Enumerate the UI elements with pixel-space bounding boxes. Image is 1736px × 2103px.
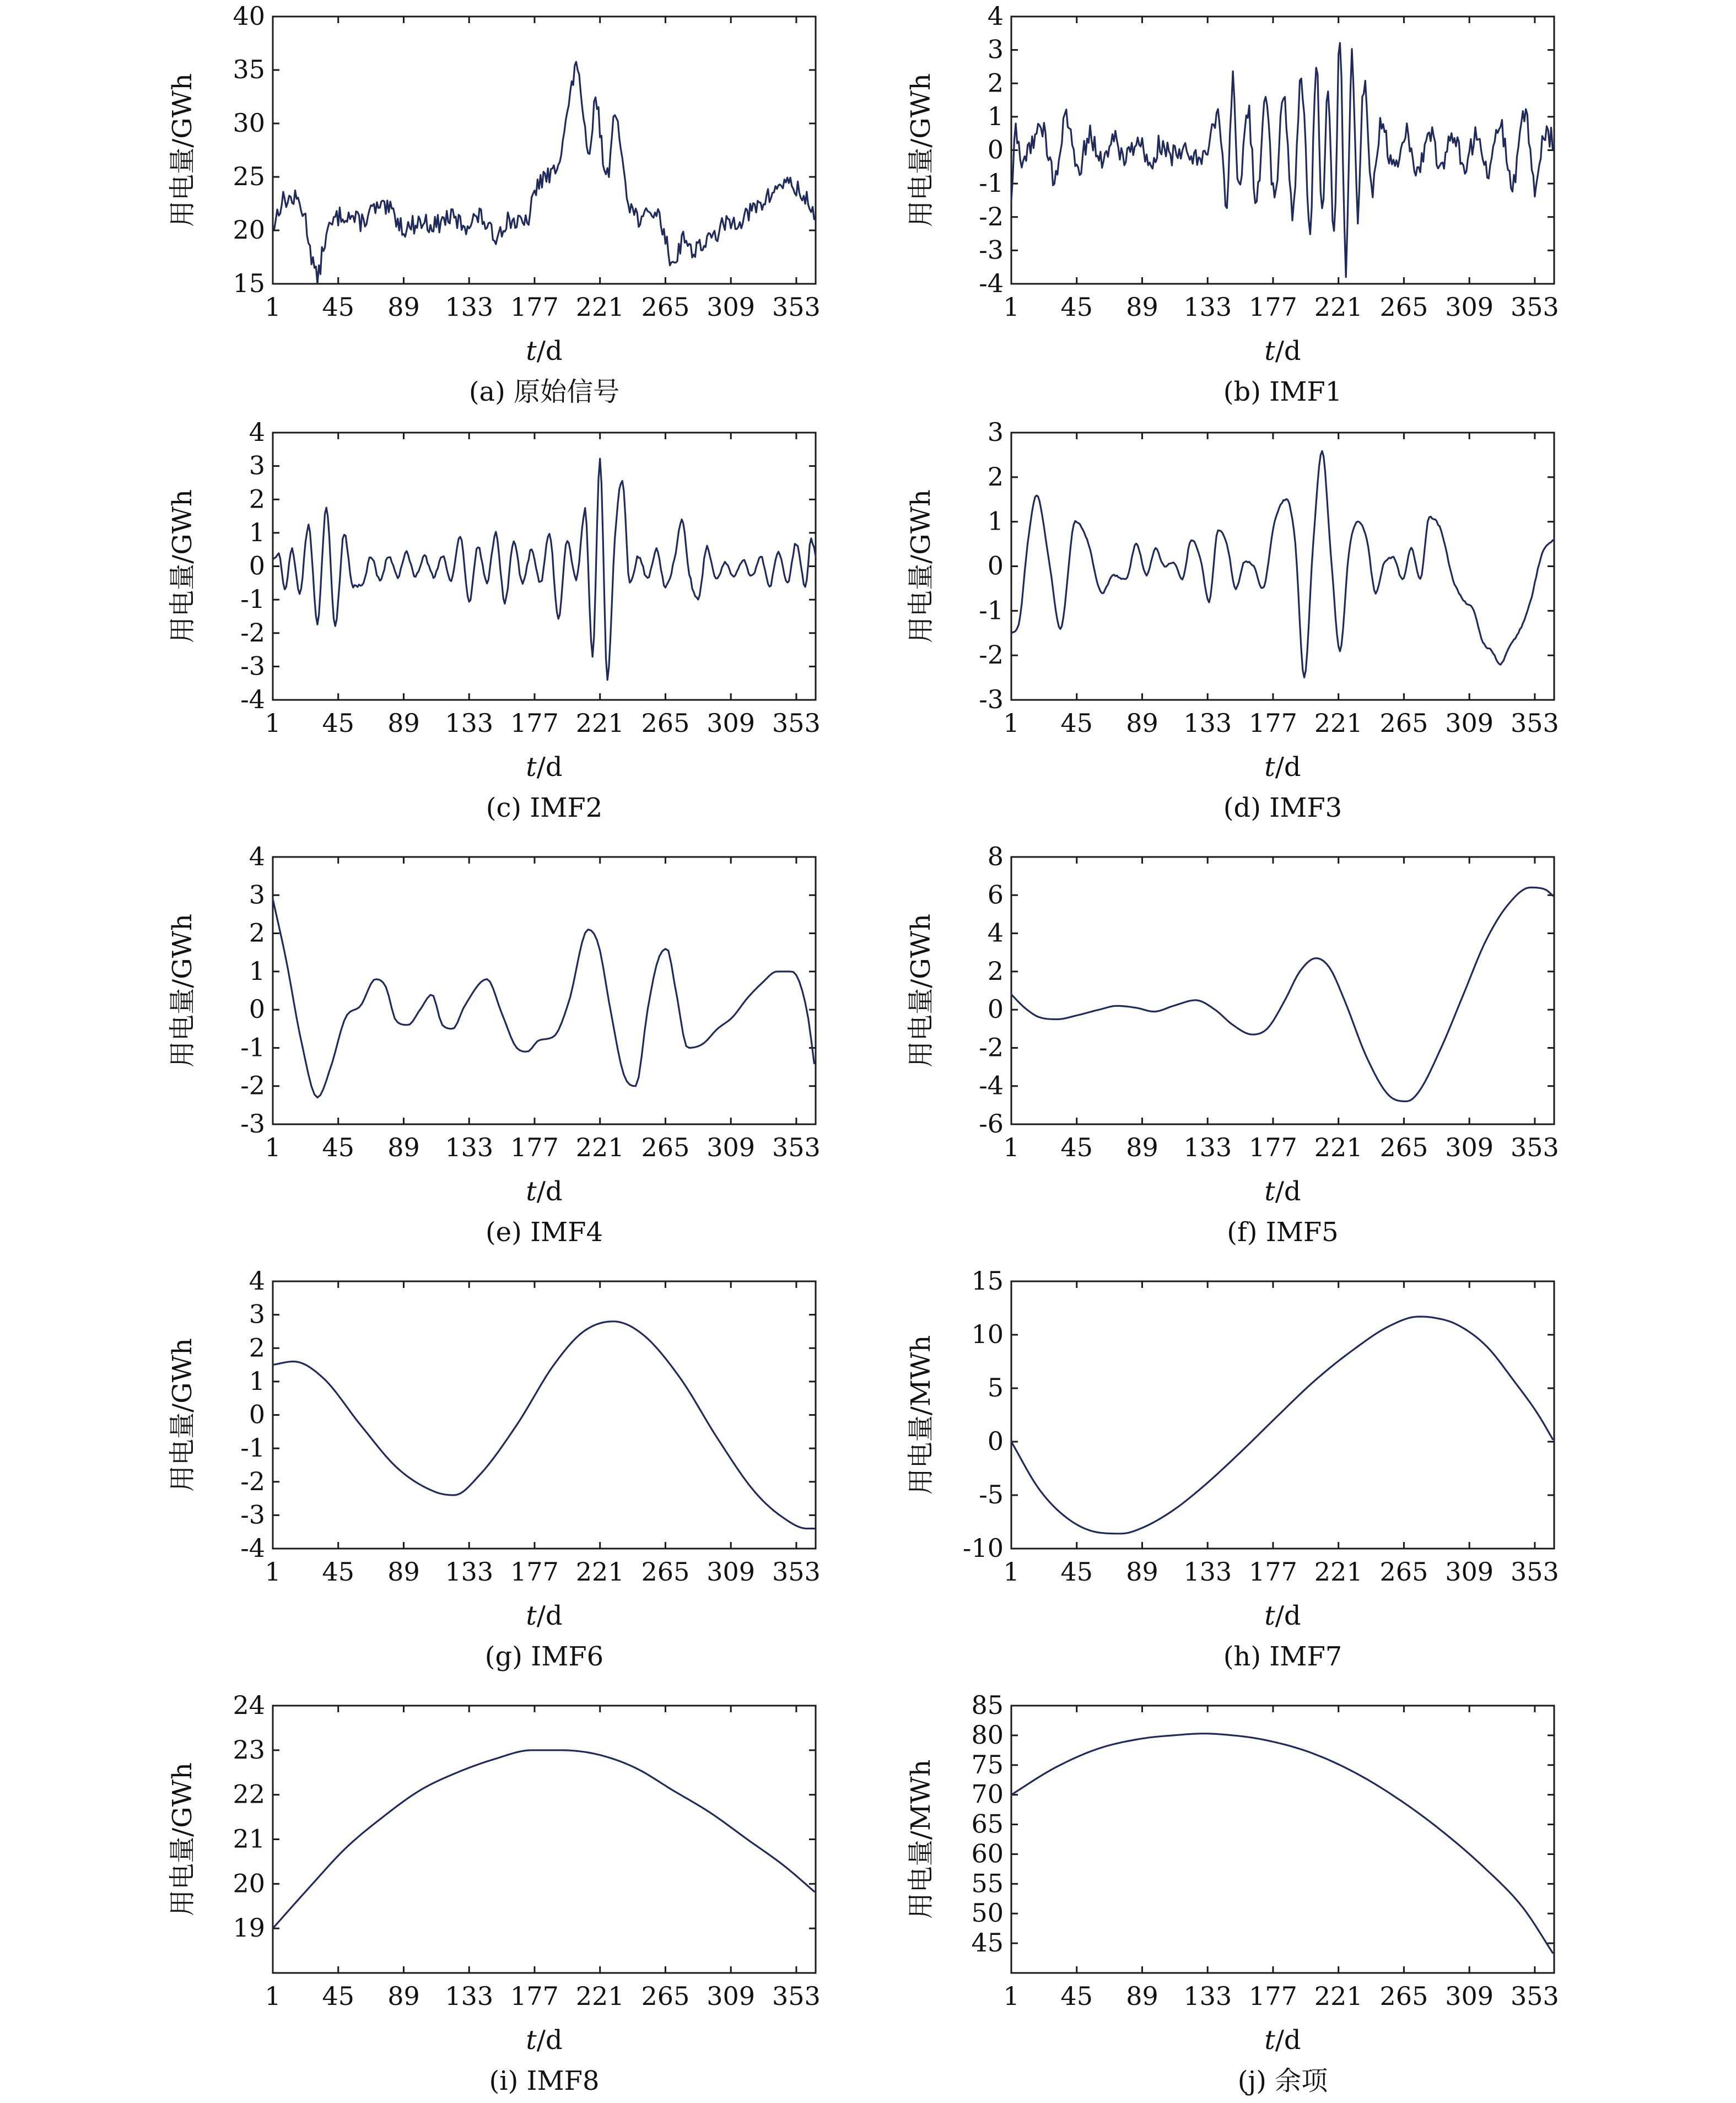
x-tick-label: 45 xyxy=(1060,292,1093,322)
y-tick-label: 0 xyxy=(249,551,265,581)
x-tick-label: 1 xyxy=(1003,1557,1020,1587)
y-tick-label: 4 xyxy=(987,918,1004,948)
x-tick-label: 221 xyxy=(1314,708,1363,738)
y-tick-label: 20 xyxy=(233,215,265,245)
y-tick-label: 2 xyxy=(987,68,1004,98)
x-tick-label: 221 xyxy=(1314,1981,1363,2011)
plot-frame xyxy=(1011,1281,1554,1549)
y-tick-label: 65 xyxy=(971,1809,1004,1839)
y-axis-label: 用电量/MWh xyxy=(905,1335,936,1495)
y-tick-label: 70 xyxy=(971,1779,1004,1809)
chart-panel-6 xyxy=(167,1266,821,1672)
x-axis-label-unit: /d xyxy=(1275,1176,1301,1207)
x-tick-label: 177 xyxy=(1249,1981,1297,2011)
chart-panel-0 xyxy=(167,1,821,407)
x-tick-label: 353 xyxy=(1511,1133,1559,1162)
x-tick-label: 221 xyxy=(575,708,624,738)
x-tick-label: 177 xyxy=(1249,1133,1297,1162)
x-tick-label: 309 xyxy=(1445,1981,1494,2011)
y-tick-label: 35 xyxy=(233,55,265,84)
x-tick-label: 265 xyxy=(641,1981,690,2011)
x-tick-label: 309 xyxy=(707,708,756,738)
x-axis-label-unit: /d xyxy=(536,1176,563,1207)
x-axis-label-var: t xyxy=(526,1600,537,1631)
y-tick-label: 0 xyxy=(987,1426,1004,1456)
x-tick-label: 221 xyxy=(1314,1557,1363,1587)
y-tick-label: 19 xyxy=(233,1913,265,1943)
x-tick-label: 265 xyxy=(1379,1133,1428,1162)
y-tick-label: 4 xyxy=(249,417,265,447)
x-tick-label: 353 xyxy=(1511,292,1559,322)
y-tick-label: -2 xyxy=(240,1466,265,1496)
y-tick-label: -3 xyxy=(240,1500,265,1530)
chart-panel-1 xyxy=(905,1,1559,407)
x-tick-label: 265 xyxy=(1379,292,1428,322)
x-tick-label: 353 xyxy=(1511,1557,1559,1587)
y-tick-label: 50 xyxy=(971,1898,1004,1928)
chart-panel-4 xyxy=(167,842,821,1248)
y-tick-label: 0 xyxy=(249,1399,265,1430)
x-axis-label xyxy=(1264,1176,1301,1207)
x-tick-label: 265 xyxy=(1379,1981,1428,2011)
x-axis-label xyxy=(526,2025,562,2056)
x-tick-label: 177 xyxy=(510,708,559,738)
x-axis-label-var: t xyxy=(1264,1600,1275,1631)
plot-frame xyxy=(1011,1706,1554,1973)
x-tick-label: 177 xyxy=(1249,292,1297,322)
x-tick-label: 265 xyxy=(641,1557,690,1587)
x-tick-label: 309 xyxy=(1445,708,1494,738)
chart-panel-9 xyxy=(905,1690,1559,2096)
y-tick-label: 3 xyxy=(249,450,265,481)
plot-frame xyxy=(1011,857,1554,1124)
x-tick-label: 265 xyxy=(1379,708,1428,738)
x-axis-label-unit: /d xyxy=(1275,752,1301,783)
x-tick-label: 177 xyxy=(1249,1557,1297,1587)
chart-panel-7 xyxy=(905,1266,1559,1672)
y-axis-label: 用电量/GWh xyxy=(905,73,936,227)
x-axis-label-var: t xyxy=(526,336,537,366)
y-tick-label: 25 xyxy=(233,161,265,191)
y-tick-label: 2 xyxy=(249,918,265,948)
x-axis-label-var: t xyxy=(1264,336,1275,366)
series-line xyxy=(1011,1317,1552,1534)
y-tick-label: 45 xyxy=(971,1928,1004,1958)
x-tick-label: 221 xyxy=(575,1133,624,1162)
x-tick-label: 133 xyxy=(1183,1557,1232,1587)
y-tick-label: -1 xyxy=(979,168,1004,198)
y-tick-label: 75 xyxy=(971,1749,1004,1780)
series-line xyxy=(273,1322,814,1529)
y-tick-label: 2 xyxy=(987,461,1004,492)
x-axis-label-var: t xyxy=(1264,1176,1275,1207)
y-tick-label: -3 xyxy=(979,235,1004,265)
x-axis-label-unit: /d xyxy=(1275,336,1301,366)
series-line xyxy=(1011,43,1554,277)
y-tick-label: -1 xyxy=(979,595,1004,625)
y-tick-label: 1 xyxy=(249,517,265,547)
x-tick-label: 1 xyxy=(1003,708,1020,738)
x-axis-label xyxy=(1264,1600,1301,1631)
x-tick-label: 353 xyxy=(1511,708,1559,738)
series-line xyxy=(1011,1734,1552,1953)
panel-caption: (b) IMF1 xyxy=(1223,376,1343,407)
x-axis-label-unit: /d xyxy=(536,1600,563,1631)
series-line xyxy=(273,459,816,680)
x-tick-label: 89 xyxy=(387,1981,420,2011)
y-tick-label: 15 xyxy=(233,268,265,298)
y-tick-label: 4 xyxy=(987,1,1004,31)
y-axis-label: 用电量/GWh xyxy=(167,914,198,1067)
x-tick-label: 45 xyxy=(1060,1981,1093,2011)
y-tick-label: -1 xyxy=(240,1032,265,1063)
y-tick-label: 15 xyxy=(971,1266,1004,1296)
x-tick-label: 221 xyxy=(575,1557,624,1587)
panel-caption: (h) IMF7 xyxy=(1223,1641,1343,1672)
x-axis-label-var: t xyxy=(1264,752,1275,783)
x-tick-label: 133 xyxy=(1183,292,1232,322)
series-line xyxy=(1011,451,1554,677)
x-tick-label: 177 xyxy=(510,1557,559,1587)
chart-panel-5 xyxy=(905,842,1559,1248)
x-axis-label xyxy=(1264,336,1301,366)
y-tick-label: 1 xyxy=(249,956,265,986)
y-tick-label: 1 xyxy=(249,1366,265,1396)
y-tick-label: 2 xyxy=(987,956,1004,986)
y-tick-label: 3 xyxy=(249,880,265,910)
x-axis-label xyxy=(1264,2025,1301,2056)
y-axis-label: 用电量/GWh xyxy=(905,914,936,1067)
y-tick-label: -3 xyxy=(240,1109,265,1139)
x-tick-label: 221 xyxy=(1314,1133,1363,1162)
panel-caption: (g) IMF6 xyxy=(484,1641,604,1672)
x-tick-label: 89 xyxy=(387,708,420,738)
y-tick-label: 22 xyxy=(233,1779,265,1809)
y-tick-label: -4 xyxy=(240,1533,265,1563)
y-tick-label: 6 xyxy=(987,880,1004,910)
y-tick-label: 1 xyxy=(987,101,1004,131)
x-tick-label: 133 xyxy=(1183,1133,1232,1162)
x-tick-label: 133 xyxy=(1183,1981,1232,2011)
y-tick-label: 23 xyxy=(233,1734,265,1765)
y-tick-label: 40 xyxy=(233,1,265,31)
x-tick-label: 309 xyxy=(707,1981,756,2011)
y-tick-label: 3 xyxy=(987,417,1004,447)
x-tick-label: 221 xyxy=(575,1981,624,2011)
x-tick-label: 89 xyxy=(1126,1981,1158,2011)
x-tick-label: 133 xyxy=(445,1557,494,1587)
panel-caption: (c) IMF2 xyxy=(486,792,603,823)
x-axis-label xyxy=(526,336,562,366)
y-tick-label: 1 xyxy=(987,506,1004,536)
x-tick-label: 353 xyxy=(772,708,821,738)
panel-caption: (e) IMF4 xyxy=(485,1217,603,1248)
x-tick-label: 45 xyxy=(322,1557,355,1587)
series-line xyxy=(273,899,814,1097)
y-tick-label: -1 xyxy=(240,1433,265,1463)
x-tick-label: 309 xyxy=(1445,1557,1494,1587)
x-axis-label-var: t xyxy=(526,752,537,783)
y-tick-label: -1 xyxy=(240,584,265,614)
y-tick-label: 55 xyxy=(971,1868,1004,1899)
x-tick-label: 45 xyxy=(322,292,355,322)
chart-panel-8 xyxy=(167,1690,821,2096)
panel-caption: (i) IMF8 xyxy=(489,2066,600,2096)
y-tick-label: 80 xyxy=(971,1719,1004,1750)
x-axis-label-var: t xyxy=(526,2025,537,2056)
y-tick-label: 20 xyxy=(233,1868,265,1899)
x-axis-label-unit: /d xyxy=(1275,2025,1301,2056)
x-tick-label: 1 xyxy=(1003,292,1020,322)
y-tick-label: -4 xyxy=(979,1070,1004,1101)
x-tick-label: 89 xyxy=(1126,292,1158,322)
plot-frame xyxy=(273,857,816,1124)
y-tick-label: 21 xyxy=(233,1824,265,1854)
x-tick-label: 309 xyxy=(1445,1133,1494,1162)
y-tick-label: -3 xyxy=(979,684,1004,714)
y-tick-label: 60 xyxy=(971,1838,1004,1869)
y-tick-label: 2 xyxy=(249,484,265,514)
y-axis-label: 用电量/GWh xyxy=(167,489,198,643)
x-tick-label: 309 xyxy=(1445,292,1494,322)
x-tick-label: 45 xyxy=(1060,1133,1093,1162)
y-axis-label: 用电量/GWh xyxy=(167,1762,198,1916)
panel-caption: (j) 余项 xyxy=(1237,2066,1328,2096)
x-tick-label: 265 xyxy=(641,1133,690,1162)
x-tick-label: 265 xyxy=(641,292,690,322)
y-axis-label: 用电量/MWh xyxy=(905,1759,936,1919)
x-tick-label: 1 xyxy=(265,1557,281,1587)
y-tick-label: -2 xyxy=(240,617,265,648)
x-tick-label: 353 xyxy=(772,292,821,322)
y-tick-label: -4 xyxy=(979,268,1004,298)
y-tick-label: -6 xyxy=(979,1109,1004,1139)
y-tick-label: -2 xyxy=(240,1070,265,1101)
x-tick-label: 353 xyxy=(772,1557,821,1587)
y-tick-label: 4 xyxy=(249,842,265,871)
x-tick-label: 177 xyxy=(510,1981,559,2011)
x-tick-label: 133 xyxy=(445,292,494,322)
y-tick-label: 5 xyxy=(987,1373,1004,1403)
y-tick-label: 24 xyxy=(233,1690,265,1720)
y-tick-label: -4 xyxy=(240,684,265,714)
x-tick-label: 353 xyxy=(772,1133,821,1162)
panel-caption: (f) IMF5 xyxy=(1227,1217,1339,1248)
series-line xyxy=(1011,887,1552,1101)
y-axis-label: 用电量/GWh xyxy=(905,489,936,643)
plot-frame xyxy=(273,1281,816,1549)
x-tick-label: 1 xyxy=(1003,1133,1020,1162)
plot-frame xyxy=(273,17,816,284)
y-tick-label: 0 xyxy=(249,994,265,1024)
x-tick-label: 1 xyxy=(265,708,281,738)
x-tick-label: 177 xyxy=(510,1133,559,1162)
x-axis-label xyxy=(526,1600,562,1631)
y-tick-label: 8 xyxy=(987,842,1004,871)
y-tick-label: -10 xyxy=(962,1533,1004,1563)
x-axis-label xyxy=(1264,752,1301,783)
y-tick-label: 0 xyxy=(987,994,1004,1024)
x-axis-label xyxy=(526,752,562,783)
x-tick-label: 309 xyxy=(707,1133,756,1162)
y-axis-label: 用电量/GWh xyxy=(167,73,198,227)
x-axis-label-unit: /d xyxy=(536,336,563,366)
x-tick-label: 45 xyxy=(322,1981,355,2011)
x-tick-label: 221 xyxy=(1314,292,1363,322)
x-tick-label: 45 xyxy=(1060,708,1093,738)
y-tick-label: -2 xyxy=(979,1032,1004,1063)
x-tick-label: 1 xyxy=(1003,1981,1020,2011)
x-tick-label: 45 xyxy=(1060,1557,1093,1587)
y-tick-label: -3 xyxy=(240,651,265,681)
x-axis-label-unit: /d xyxy=(1275,1600,1301,1631)
y-tick-label: 30 xyxy=(233,108,265,138)
y-tick-label: -5 xyxy=(979,1480,1004,1509)
x-tick-label: 89 xyxy=(1126,1133,1158,1162)
y-tick-label: 4 xyxy=(249,1266,265,1296)
x-axis-label xyxy=(526,1176,562,1207)
x-tick-label: 89 xyxy=(1126,708,1158,738)
y-tick-label: 10 xyxy=(971,1319,1004,1349)
x-tick-label: 177 xyxy=(510,292,559,322)
x-tick-label: 45 xyxy=(322,708,355,738)
x-tick-label: 1 xyxy=(265,1981,281,2011)
x-tick-label: 265 xyxy=(641,708,690,738)
y-tick-label: 0 xyxy=(987,551,1004,581)
y-tick-label: 0 xyxy=(987,134,1004,165)
x-tick-label: 133 xyxy=(1183,708,1232,738)
x-axis-label-unit: /d xyxy=(536,752,563,783)
x-tick-label: 309 xyxy=(707,292,756,322)
x-axis-label-var: t xyxy=(526,1176,537,1207)
chart-panel-2 xyxy=(167,417,821,823)
x-tick-label: 89 xyxy=(387,292,420,322)
y-tick-label: 3 xyxy=(987,34,1004,64)
panel-caption: (d) IMF3 xyxy=(1223,792,1343,823)
x-tick-label: 133 xyxy=(445,1133,494,1162)
x-tick-label: 133 xyxy=(445,1981,494,2011)
series-line xyxy=(273,62,816,284)
y-tick-label: 85 xyxy=(971,1690,1004,1720)
x-tick-label: 309 xyxy=(707,1557,756,1587)
x-tick-label: 89 xyxy=(387,1133,420,1162)
x-tick-label: 265 xyxy=(1379,1557,1428,1587)
x-tick-label: 221 xyxy=(575,292,624,322)
y-tick-label: 2 xyxy=(249,1333,265,1363)
x-tick-label: 89 xyxy=(1126,1557,1158,1587)
x-tick-label: 1 xyxy=(265,1133,281,1162)
x-tick-label: 353 xyxy=(1511,1981,1559,2011)
x-tick-label: 45 xyxy=(322,1133,355,1162)
x-tick-label: 89 xyxy=(387,1557,420,1587)
series-line xyxy=(273,1750,814,1928)
chart-panel-3 xyxy=(905,417,1559,823)
y-tick-label: 3 xyxy=(249,1299,265,1329)
x-axis-label-var: t xyxy=(1264,2025,1275,2056)
y-axis-label: 用电量/GWh xyxy=(167,1338,198,1492)
x-tick-label: 353 xyxy=(772,1981,821,2011)
x-axis-label-unit: /d xyxy=(536,2025,563,2056)
panel-caption: (a) 原始信号 xyxy=(468,376,620,407)
x-tick-label: 1 xyxy=(265,292,281,322)
x-tick-label: 177 xyxy=(1249,708,1297,738)
x-tick-label: 133 xyxy=(445,708,494,738)
y-tick-label: -2 xyxy=(979,640,1004,670)
y-tick-label: -2 xyxy=(979,201,1004,231)
